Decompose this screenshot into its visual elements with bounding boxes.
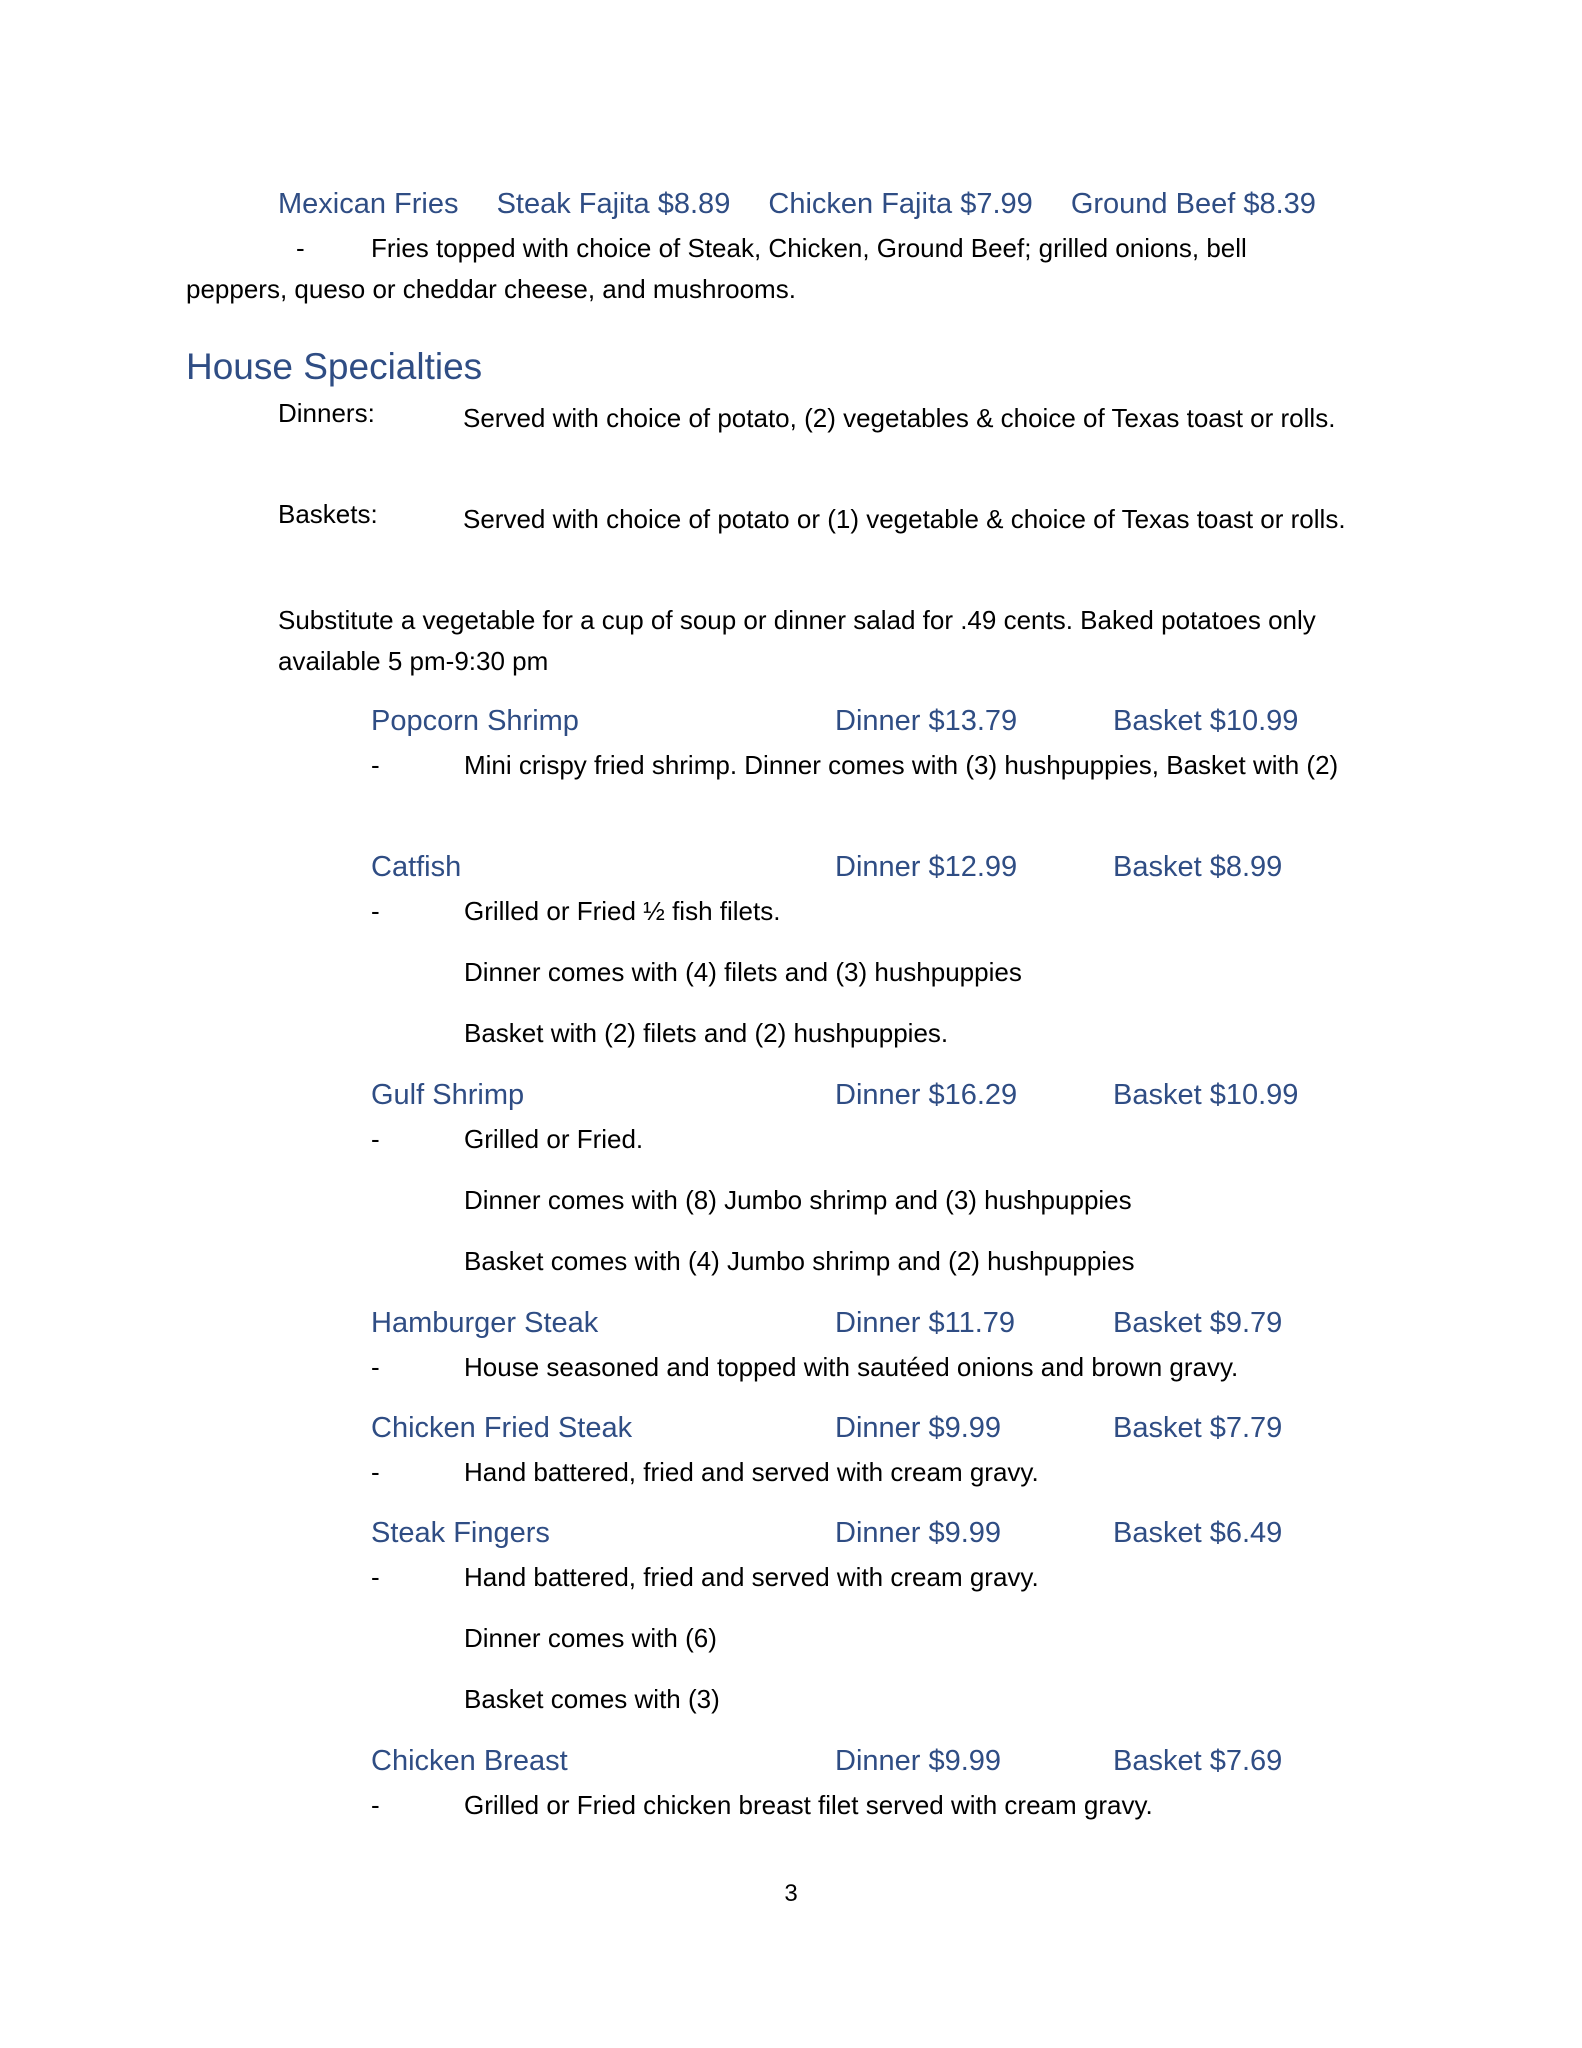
item-description: Grilled or Fried ½ fish filets. — [464, 896, 781, 926]
item-name: Gulf Shrimp — [371, 1079, 525, 1111]
item-description: Hand battered, fried and served with cream gravy. — [464, 1457, 1039, 1487]
item-description: Hand battered, fried and served with cream gravy. — [464, 1562, 1039, 1592]
price-option: Ground Beef $8.39 — [1070, 188, 1316, 220]
basket-price: Basket $7.69 — [1113, 1745, 1283, 1777]
dinner-price: Dinner $16.29 — [835, 1079, 1018, 1111]
bullet-dash: - — [371, 1790, 380, 1820]
basket-price: Basket $6.49 — [1113, 1517, 1283, 1549]
price-option: Chicken Fajita $7.99 — [768, 188, 1033, 220]
dinner-price: Dinner $9.99 — [835, 1745, 1002, 1777]
basket-price: Basket $10.99 — [1113, 705, 1299, 737]
item-name: Mexican Fries — [278, 188, 459, 220]
bullet-dash: - — [371, 1124, 380, 1154]
definition-term: Baskets: — [278, 499, 378, 529]
dinner-price: Dinner $11.79 — [835, 1307, 1016, 1339]
bullet-dash: - — [371, 1457, 380, 1487]
dinner-price: Dinner $13.79 — [835, 705, 1018, 737]
item-description: Dinner comes with (4) filets and (3) hushpuppies — [464, 957, 1022, 987]
mexican-fries-heading — [278, 188, 1346, 221]
menu-item — [371, 851, 1431, 1054]
item-description: Grilled or Fried chicken breast filet served with cream gravy. — [464, 1790, 1153, 1820]
menu-item — [371, 1307, 1431, 1388]
dinner-price: Dinner $12.99 — [835, 851, 1018, 883]
basket-price: Basket $9.79 — [1113, 1307, 1283, 1339]
bullet-dash: - — [296, 233, 305, 263]
basket-price: Basket $7.79 — [1113, 1412, 1283, 1444]
definition-term: Dinners: — [278, 398, 375, 428]
item-name: Steak Fingers — [371, 1517, 550, 1549]
description-text: peppers, queso or cheddar cheese, and mushrooms. — [186, 274, 796, 304]
menu-item — [371, 1412, 1431, 1493]
item-description: Grilled or Fried. — [464, 1124, 644, 1154]
item-description: Basket comes with (4) Jumbo shrimp and (2) hushpuppies — [464, 1246, 1135, 1276]
bullet-dash: - — [371, 896, 380, 926]
item-name: Chicken Breast — [371, 1745, 568, 1777]
dinner-price: Dinner $9.99 — [835, 1517, 1002, 1549]
description-text: Fries topped with choice of Steak, Chicken, Ground Beef; grilled onions, bell — [371, 233, 1247, 263]
substitution-note: Substitute a vegetable for a cup of soup or dinner salad for .49 cents. Baked potatoes only available 5 pm-9:30 pm — [278, 605, 1316, 676]
mexican-fries-description — [296, 233, 1247, 264]
item-name: Hamburger Steak — [371, 1307, 599, 1339]
item-description: Basket with (2) filets and (2) hushpuppies. — [464, 1018, 949, 1048]
price-option: Steak Fajita $8.89 — [496, 188, 731, 220]
menu-item — [371, 1079, 1431, 1282]
item-name: Popcorn Shrimp — [371, 705, 579, 737]
menu-item — [371, 1745, 1431, 1826]
item-description: Dinner comes with (6) — [464, 1623, 717, 1653]
dinner-price: Dinner $9.99 — [835, 1412, 1002, 1444]
menu-item — [371, 705, 1431, 786]
definition-text: Served with choice of potato or (1) vegetable & choice of Texas toast or rolls. — [463, 504, 1346, 534]
bullet-dash: - — [371, 1562, 380, 1592]
section-title: House Specialties — [186, 346, 483, 387]
item-name: Catfish — [371, 851, 462, 883]
bullet-dash: - — [371, 1352, 380, 1382]
menu-item — [371, 1517, 1431, 1720]
item-description: Mini crispy fried shrimp. Dinner comes with (3) hushpuppies, Basket with (2) — [464, 750, 1339, 780]
basket-price: Basket $8.99 — [1113, 851, 1283, 883]
page-number: 3 — [784, 1880, 798, 1907]
definition-text: Served with choice of potato, (2) vegetables & choice of Texas toast or rolls. — [463, 403, 1336, 433]
item-name: Chicken Fried Steak — [371, 1412, 633, 1444]
item-description: Dinner comes with (8) Jumbo shrimp and (3) hushpuppies — [464, 1185, 1132, 1215]
item-description: Basket comes with (3) — [464, 1684, 720, 1714]
basket-price: Basket $10.99 — [1113, 1079, 1299, 1111]
bullet-dash: - — [371, 750, 380, 780]
item-description: House seasoned and topped with sautéed onions and brown gravy. — [464, 1352, 1239, 1382]
